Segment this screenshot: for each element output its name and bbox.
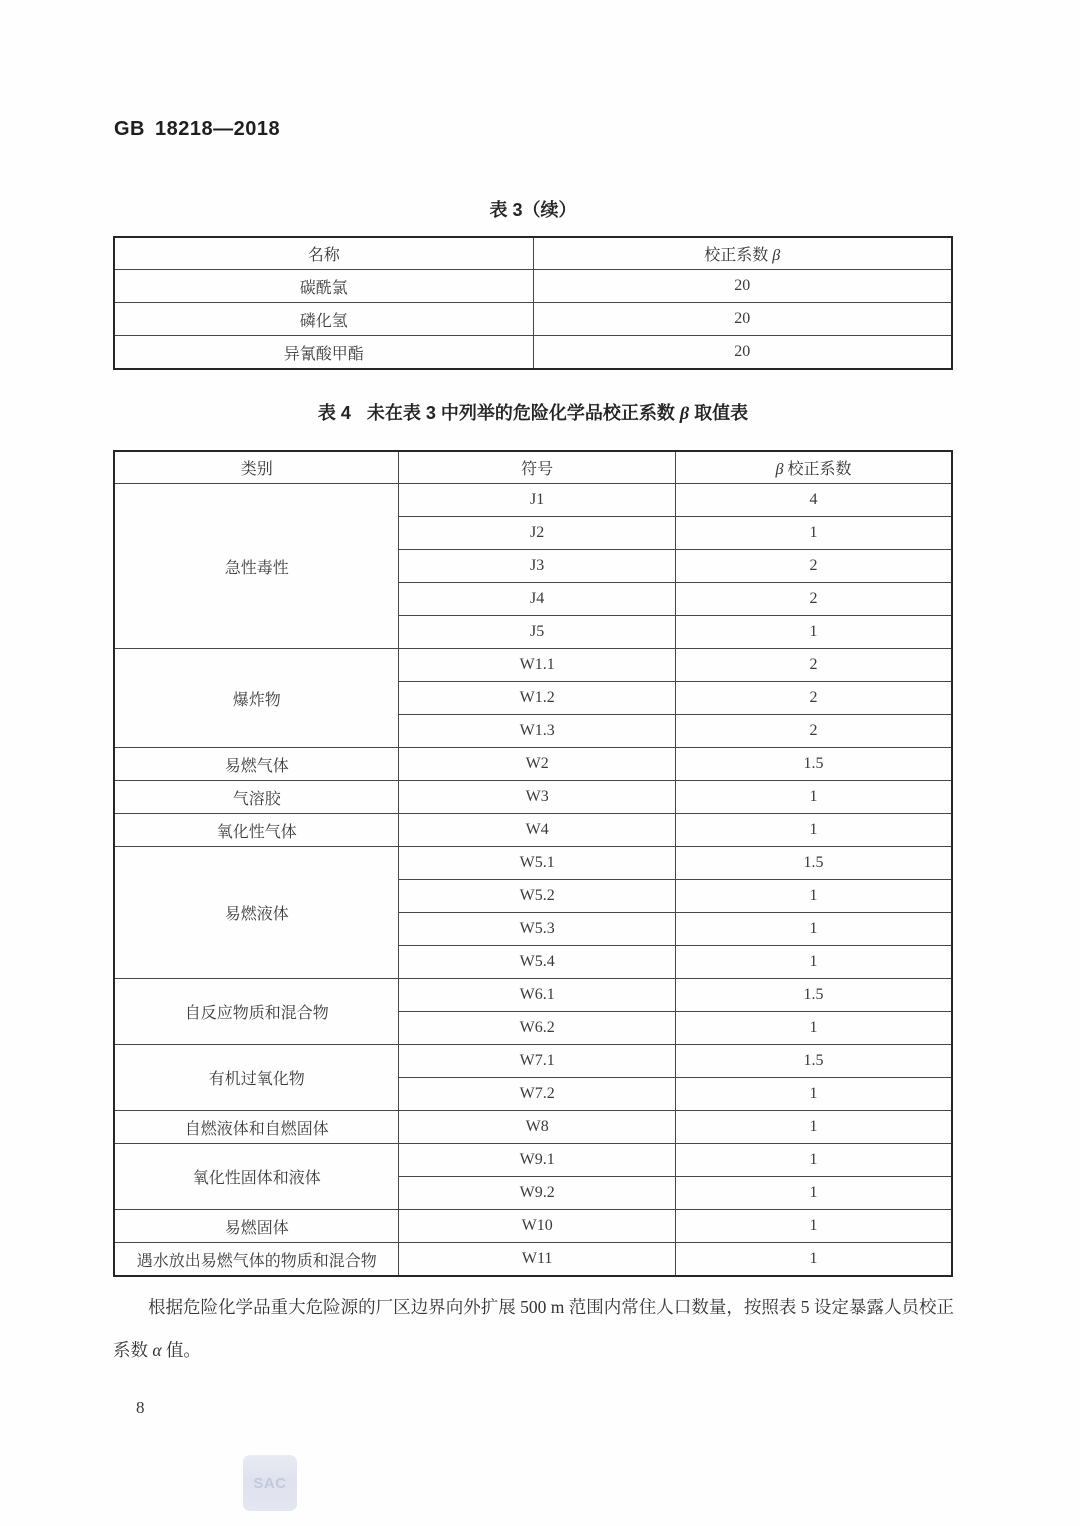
category-cell: 易燃液体 xyxy=(114,847,399,979)
symbol-cell: W9.2 xyxy=(399,1177,676,1210)
symbol-cell: W5.3 xyxy=(399,913,676,946)
category-cell: 易燃气体 xyxy=(114,748,399,781)
symbol-cell: W7.2 xyxy=(399,1078,676,1111)
symbol-cell: W7.1 xyxy=(399,1045,676,1078)
table4-row xyxy=(114,1210,952,1243)
beta-value-cell: 2 xyxy=(675,649,952,682)
beta-value-cell: 1 xyxy=(675,781,952,814)
beta-value-cell: 2 xyxy=(675,583,952,616)
category-cell: 急性毒性 xyxy=(114,484,399,649)
category-cell: 氧化性气体 xyxy=(114,814,399,847)
symbol-cell: W11 xyxy=(399,1243,676,1277)
table4-caption xyxy=(113,399,953,425)
table4-header-beta-label: 校正系数 xyxy=(787,461,852,478)
table4-header-row xyxy=(114,451,952,484)
paragraph-text: 根据危险化学品重大危险源的厂区边界向外扩展 500 m 范围内常住人口数量，按照表 5 设定暴露人员校正系数 xyxy=(113,1297,954,1360)
table4-header-category: 类别 xyxy=(114,451,399,484)
category-cell: 自燃液体和自燃固体 xyxy=(114,1111,399,1144)
symbol-cell: J4 xyxy=(399,583,676,616)
beta-value-cell: 1 xyxy=(675,1012,952,1045)
table3-row xyxy=(114,303,952,336)
category-cell: 自反应物质和混合物 xyxy=(114,979,399,1045)
beta-value-cell: 1 xyxy=(675,1210,952,1243)
category-cell: 有机过氧化物 xyxy=(114,1045,399,1111)
page-number: 8 xyxy=(136,1398,145,1417)
category-cell: 气溶胶 xyxy=(114,781,399,814)
standard-code-number: 18218—2018 xyxy=(155,118,281,140)
sac-watermark-text: SAC xyxy=(253,1474,287,1492)
table4-caption-suffix: 取值表 xyxy=(694,403,749,423)
table4-body xyxy=(114,484,952,1277)
beta-value-cell: 1.5 xyxy=(675,979,952,1012)
beta-value-cell: 1.5 xyxy=(675,1045,952,1078)
symbol-cell: W10 xyxy=(399,1210,676,1243)
symbol-cell: W2 xyxy=(399,748,676,781)
standard-code xyxy=(114,118,280,141)
table4-row xyxy=(114,649,952,682)
beta-symbol: β xyxy=(772,247,781,264)
symbol-cell: J1 xyxy=(399,484,676,517)
beta-value-cell: 1 xyxy=(675,814,952,847)
table4-row xyxy=(114,1045,952,1078)
beta-value-cell: 1.5 xyxy=(675,847,952,880)
beta-symbol: β xyxy=(679,403,690,423)
table4-row xyxy=(114,1144,952,1177)
symbol-cell: W3 xyxy=(399,781,676,814)
beta-value-cell: 1 xyxy=(675,913,952,946)
beta-value-cell: 2 xyxy=(675,550,952,583)
chemical-name-cell: 碳酰氯 xyxy=(114,270,533,303)
table3-row xyxy=(114,336,952,370)
beta-value-cell: 1 xyxy=(675,1111,952,1144)
table4-row xyxy=(114,781,952,814)
symbol-cell: W6.2 xyxy=(399,1012,676,1045)
chemical-name-cell: 磷化氢 xyxy=(114,303,533,336)
symbol-cell: W8 xyxy=(399,1111,676,1144)
beta-value-cell: 1 xyxy=(675,946,952,979)
category-cell: 遇水放出易燃气体的物质和混合物 xyxy=(114,1243,399,1277)
symbol-cell: W9.1 xyxy=(399,1144,676,1177)
beta-value-cell: 2 xyxy=(675,682,952,715)
symbol-cell: J5 xyxy=(399,616,676,649)
table4-row xyxy=(114,1111,952,1144)
correction-factor-cell: 20 xyxy=(533,336,952,370)
category-cell: 易燃固体 xyxy=(114,1210,399,1243)
beta-value-cell: 1 xyxy=(675,616,952,649)
table4-caption-text: 未在表 3 中列举的危险化学品校正系数 xyxy=(366,403,675,423)
symbol-cell: W5.1 xyxy=(399,847,676,880)
beta-value-cell: 1 xyxy=(675,517,952,550)
symbol-cell: W1.3 xyxy=(399,715,676,748)
sac-watermark-logo xyxy=(243,1455,297,1511)
table3-body xyxy=(114,270,952,370)
symbol-cell: W5.4 xyxy=(399,946,676,979)
beta-value-cell: 1 xyxy=(675,880,952,913)
beta-value-cell: 1 xyxy=(675,1144,952,1177)
table3-header-beta-label: 校正系数 xyxy=(704,247,769,264)
beta-value-cell: 4 xyxy=(675,484,952,517)
table4 xyxy=(113,450,953,1277)
beta-value-cell: 1 xyxy=(675,1177,952,1210)
symbol-cell: J3 xyxy=(399,550,676,583)
paragraph-text-end: 值。 xyxy=(161,1340,201,1360)
table4-row xyxy=(114,814,952,847)
symbol-cell: J2 xyxy=(399,517,676,550)
table4-header-symbol: 符号 xyxy=(399,451,676,484)
table4-row xyxy=(114,484,952,517)
table4-row xyxy=(114,748,952,781)
chemical-name-cell: 异氰酸甲酯 xyxy=(114,336,533,370)
body-paragraph xyxy=(113,1286,954,1372)
symbol-cell: W4 xyxy=(399,814,676,847)
beta-symbol: β xyxy=(775,461,784,478)
alpha-symbol: α xyxy=(152,1340,162,1360)
table4-row xyxy=(114,847,952,880)
table3-header-row xyxy=(114,237,952,270)
table4-header-beta xyxy=(675,451,952,484)
symbol-cell: W1.1 xyxy=(399,649,676,682)
table3-header-beta xyxy=(533,237,952,270)
category-cell: 爆炸物 xyxy=(114,649,399,748)
beta-value-cell: 2 xyxy=(675,715,952,748)
correction-factor-cell: 20 xyxy=(533,270,952,303)
table4-row xyxy=(114,979,952,1012)
table3 xyxy=(113,236,953,370)
correction-factor-cell: 20 xyxy=(533,303,952,336)
table3-caption: 表 3（续） xyxy=(489,200,577,220)
symbol-cell: W5.2 xyxy=(399,880,676,913)
table3-row xyxy=(114,270,952,303)
table4-row xyxy=(114,1243,952,1277)
category-cell: 氧化性固体和液体 xyxy=(114,1144,399,1210)
beta-value-cell: 1.5 xyxy=(675,748,952,781)
table3-header-name: 名称 xyxy=(114,237,533,270)
standard-code-prefix: GB xyxy=(114,118,145,140)
beta-value-cell: 1 xyxy=(675,1243,952,1277)
beta-value-cell: 1 xyxy=(675,1078,952,1111)
symbol-cell: W1.2 xyxy=(399,682,676,715)
table4-caption-label: 表 4 xyxy=(317,403,351,423)
symbol-cell: W6.1 xyxy=(399,979,676,1012)
